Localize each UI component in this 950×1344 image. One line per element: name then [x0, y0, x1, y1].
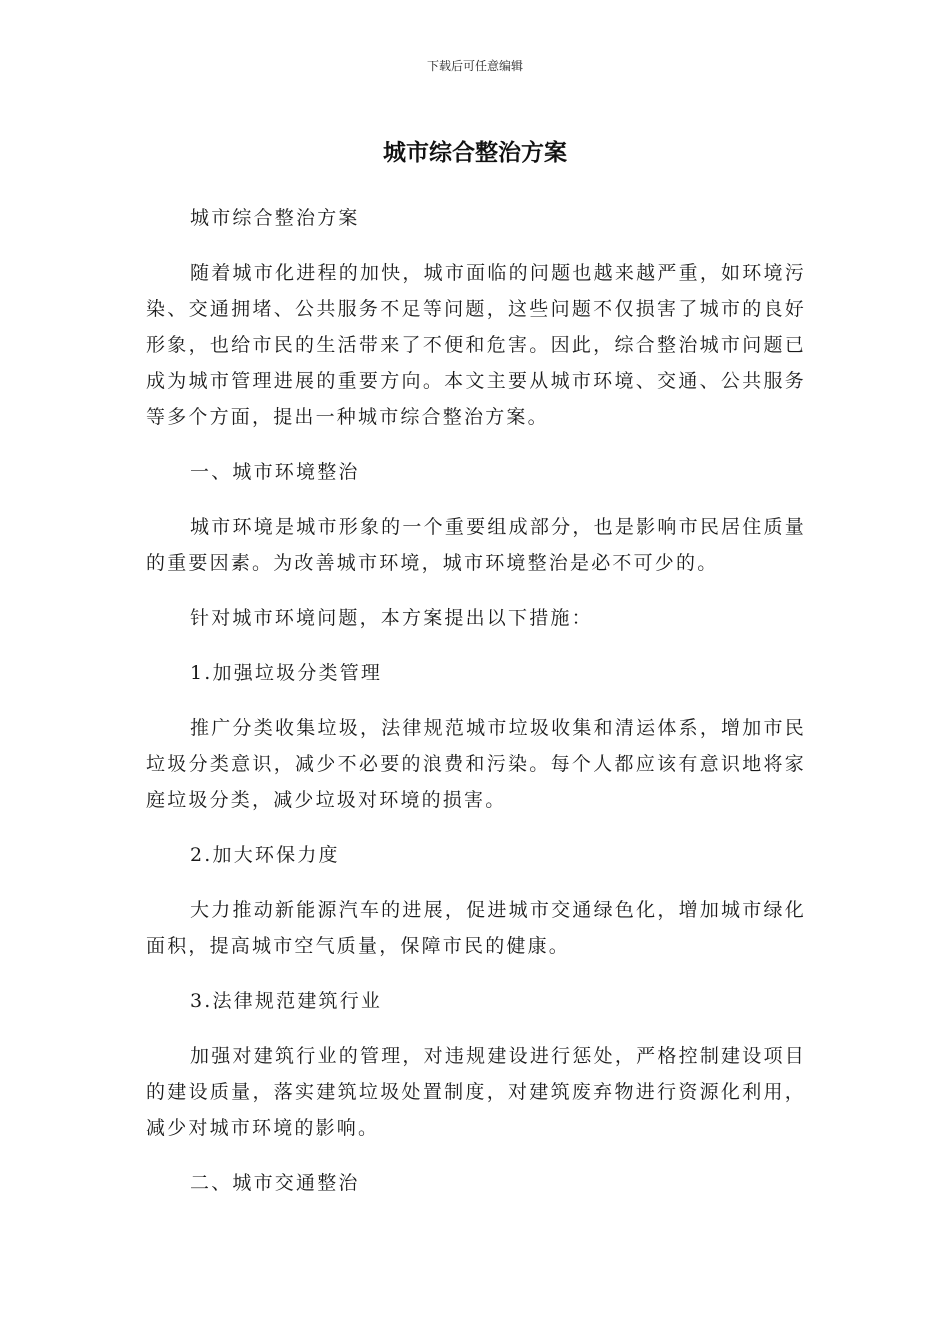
- paragraph-construction-industry: 加强对建筑行业的管理，对违规建设进行惩处，严格控制建设项目的建设质量，落实建筑垃圾处置制度，对建筑废弃物进行资源化利用，减少对城市环境的影响。: [146, 1045, 806, 1139]
- subheading-garbage-sorting: 1.加强垃圾分类管理: [190, 662, 383, 684]
- section-heading-traffic: 二、城市交通整治: [190, 1172, 360, 1194]
- paragraph-intro: 随着城市化进程的加快，城市面临的问题也越来越严重，如环境污染、交通拥堵、公共服务不足等问题，这些问题不仅损害了城市的良好形象，也给市民的生活带来了不便和危害。因此，综合整治城市问题已成为城市管理进展的重要方向。本文主要从城市环境、交通、公共服务等多个方面，提出一种城市综合整治方案。: [146, 262, 806, 428]
- paragraph-measures-intro: 针对城市环境问题，本方案提出以下措施：: [190, 607, 593, 629]
- document-body: [146, 200, 806, 1220]
- paragraph-garbage-sorting: 推广分类收集垃圾，法律规范城市垃圾收集和清运体系，增加市民垃圾分类意识，减少不必要的浪费和污染。每个人都应该有意识地将家庭垃圾分类，减少垃圾对环境的损害。: [146, 717, 806, 811]
- section-heading-environment: 一、城市环境整治: [190, 461, 360, 483]
- subheading-environmental-protection: 2.加大环保力度: [190, 844, 340, 866]
- header-note: 下载后可任意编辑: [426, 59, 523, 73]
- document-title: 城市综合整治方案: [383, 140, 567, 166]
- paragraph-environmental-protection: 大力推动新能源汽车的进展，促进城市交通绿色化，增加城市绿化面积，提高城市空气质量，保障市民的健康。: [146, 899, 806, 957]
- paragraph-environment-intro: 城市环境是城市形象的一个重要组成部分，也是影响市民居住质量的重要因素。为改善城市环境，城市环境整治是必不可少的。: [146, 516, 806, 574]
- subheading-construction-industry: 3.法律规范建筑行业: [190, 990, 383, 1012]
- paragraph-subtitle: 城市综合整治方案: [190, 207, 360, 229]
